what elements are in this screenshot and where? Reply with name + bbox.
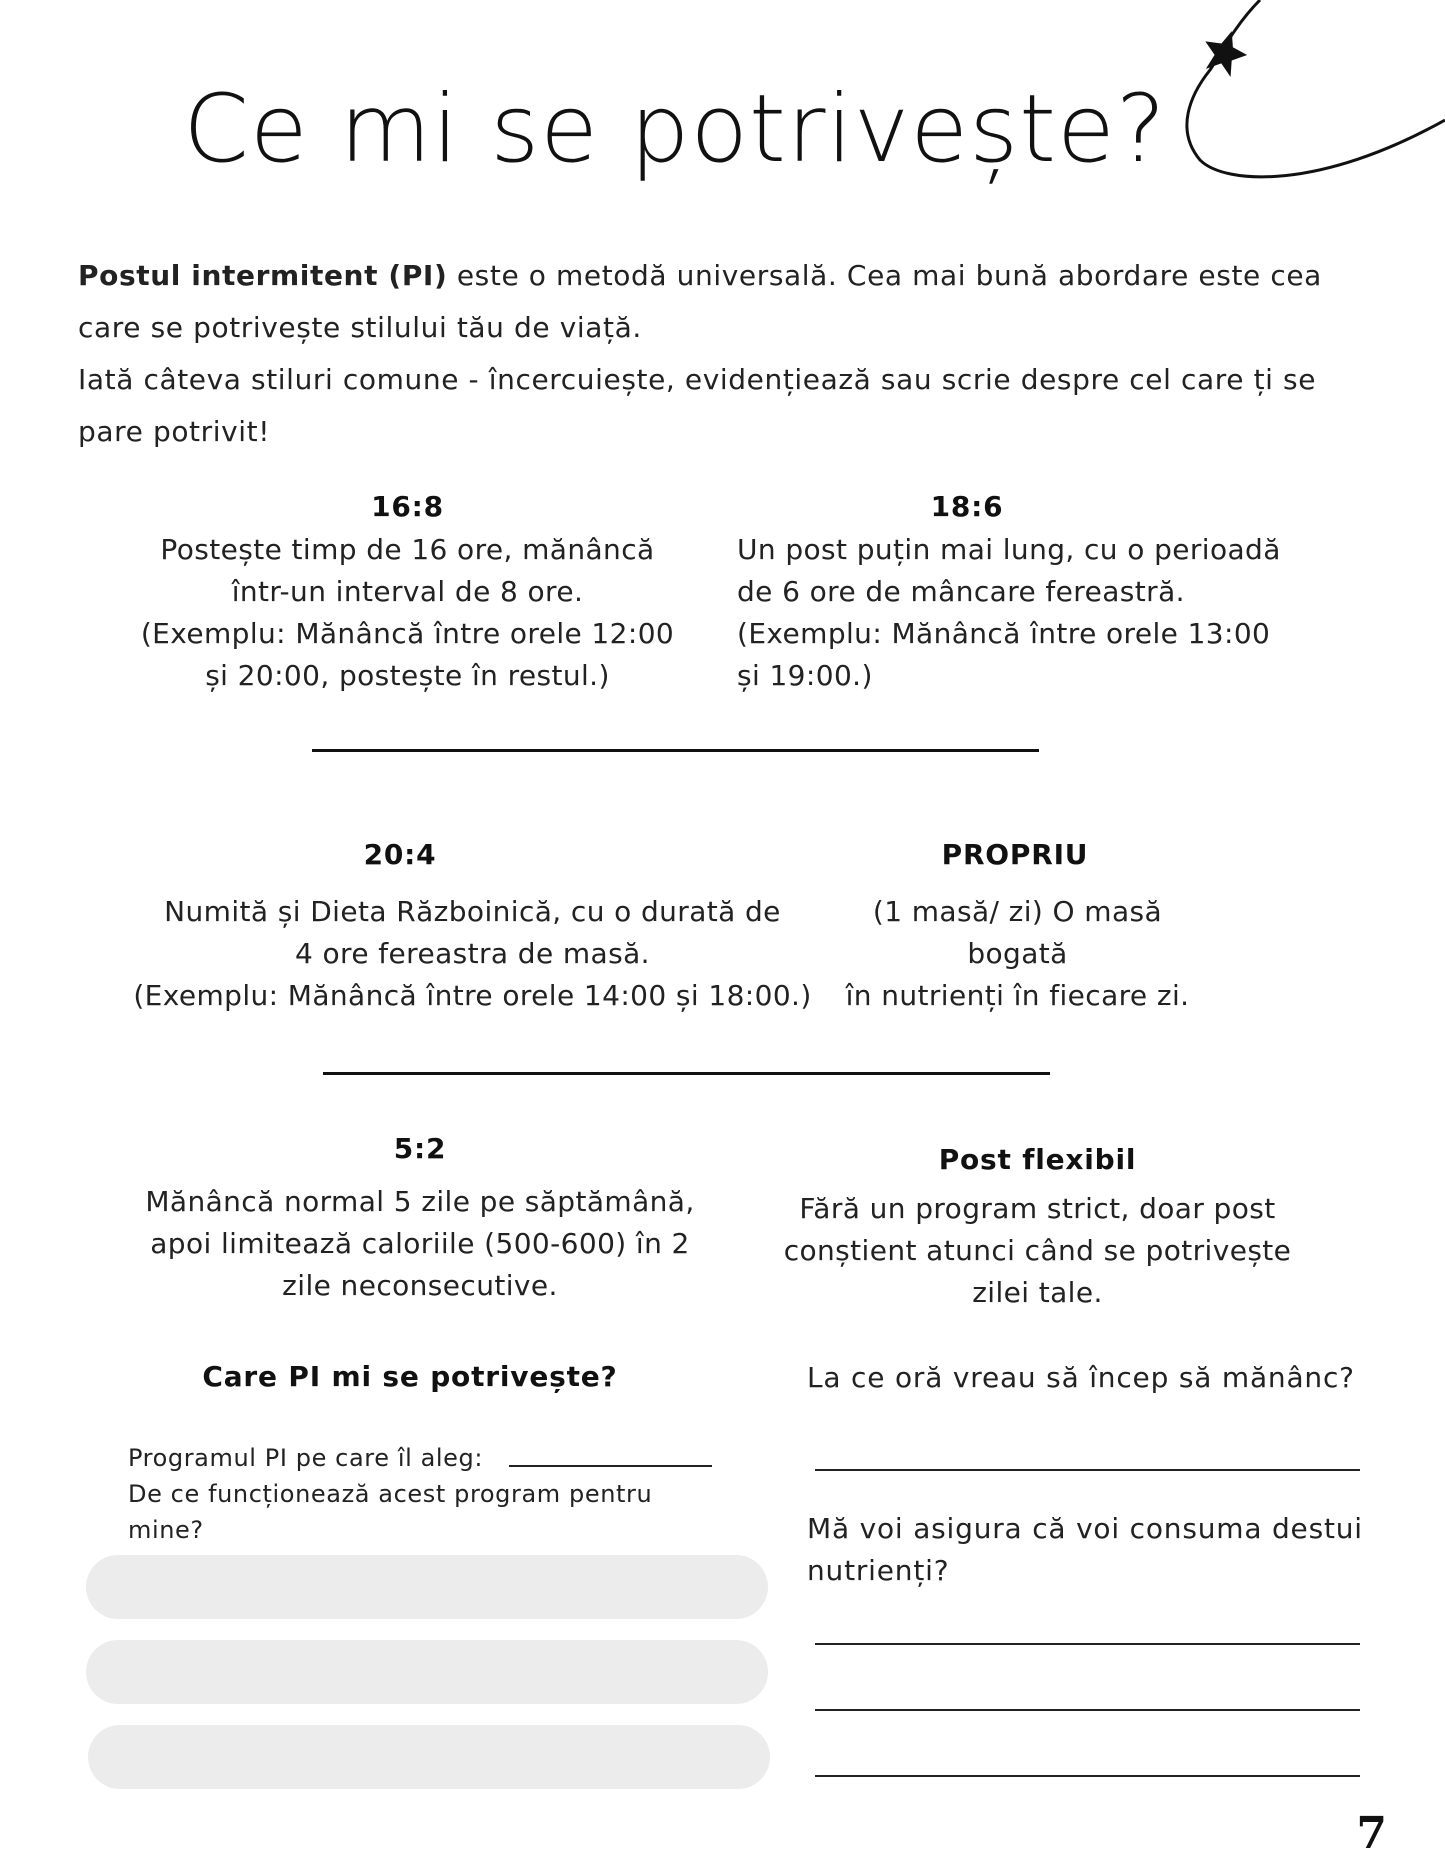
- nutrients-blank-3[interactable]: [815, 1775, 1360, 1777]
- style-text: Mănâncă normal 5 zile pe săptămână, apoi limitează caloriile (500-600) în 2 zile neconsecutive.: [145, 1185, 695, 1302]
- style-text: Fără un program strict, doar post conștient atunci când se potrivește zilei tale.: [783, 1192, 1292, 1309]
- question-nutrients: Mă voi asigura că voi consuma destui nutrienți?: [807, 1512, 1363, 1587]
- style-post-flexibil: [760, 1143, 1315, 1314]
- answer-field-2[interactable]: [86, 1640, 768, 1704]
- start-time-blank[interactable]: [815, 1469, 1360, 1471]
- question-start-time: La ce oră vreau să încep să mănânc?: [807, 1361, 1355, 1394]
- program-blank[interactable]: [509, 1465, 712, 1467]
- style-title: 16:8: [371, 490, 444, 523]
- intro-paragraph: [78, 250, 1378, 458]
- page-title: Ce mi se potrivește?: [183, 75, 1167, 184]
- answer-field-3[interactable]: [88, 1725, 770, 1789]
- style-18-6: [737, 490, 1337, 697]
- style-title: 5:2: [393, 1132, 447, 1165]
- program-label: Programul PI pe care îl aleg:: [128, 1444, 484, 1472]
- intro-line2: Iată câteva stiluri comune - încercuiește, evidențiează sau scrie despre cel care ți se pare potrivit!: [78, 363, 1317, 448]
- style-title: 18:6: [930, 490, 1004, 523]
- divider-1: [312, 749, 1039, 752]
- intro-bold: Postul intermitent (PI): [78, 259, 448, 292]
- style-title: PROPRIU: [941, 838, 1089, 871]
- choice-heading: Care PI mi se potrivește?: [202, 1360, 618, 1393]
- page-number: 7: [1356, 1808, 1387, 1859]
- style-20-4: [120, 838, 825, 1017]
- style-text: Un post puțin mai lung, cu o perioadă de 6 ore de mâncare fereastră. (Exemplu: Mănâncă între orele 13:00 și 19:00.): [737, 533, 1281, 692]
- style-title: Post flexibil: [938, 1143, 1137, 1176]
- divider-2: [323, 1072, 1050, 1075]
- style-text: Numită și Dieta Războinică, cu o durată de 4 ore fereastra de masă. (Exemplu: Mănâncă între orele 14:00 și 18:00.): [133, 895, 812, 1012]
- intro-line1: este o metodă universală. Cea mai bună abordare este cea care se potrivește stilului tău de viață.: [78, 259, 1322, 344]
- style-text: (1 masă/ zi) O masă bogată în nutrienți în fiecare zi.: [845, 895, 1190, 1012]
- style-text: Postește timp de 16 ore, mănâncă într-un interval de 8 ore. (Exemplu: Mănâncă între orele 12:00 și 20:00, postește în restul.): [140, 533, 675, 692]
- nutrients-blank-2[interactable]: [815, 1709, 1360, 1711]
- style-5-2: [130, 1132, 710, 1307]
- style-title: 20:4: [363, 838, 437, 871]
- answer-field-1[interactable]: [86, 1555, 768, 1619]
- nutrients-blank-1[interactable]: [815, 1643, 1360, 1645]
- style-propriu: [820, 838, 1215, 1017]
- why-label: De ce funcționează acest program pentru mine?: [128, 1480, 653, 1544]
- style-16-8: [130, 490, 685, 697]
